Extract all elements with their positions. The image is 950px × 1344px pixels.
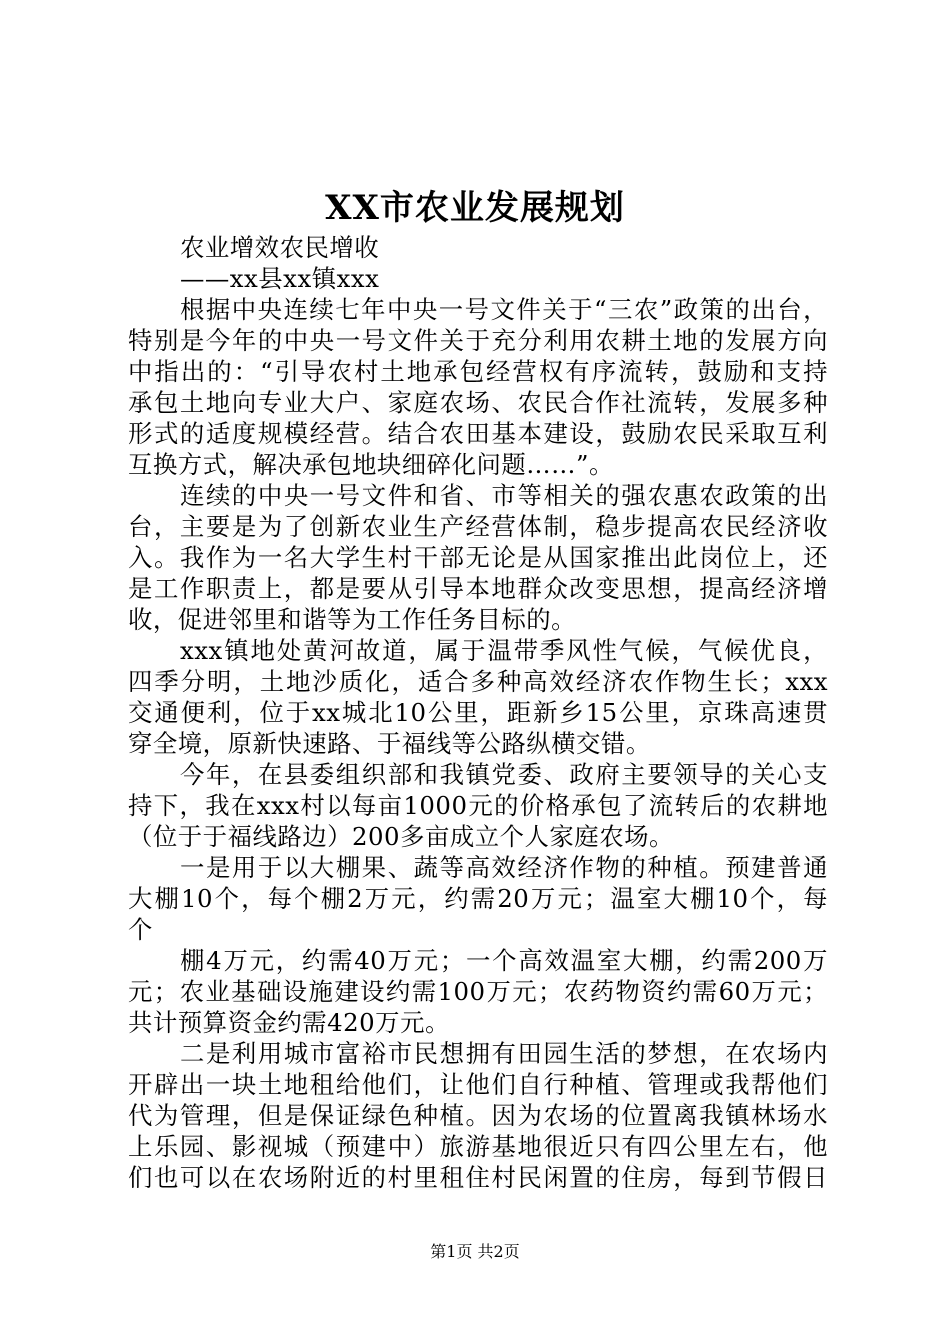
text-line: 棚4万元，约需40万元；一个高效温室大棚，约需200万 xyxy=(180,946,828,975)
document-title: XX市农业发展规划 xyxy=(325,188,625,228)
text-line: 中指出的：“引导农村土地承包经营权有序流转，鼓励和支持 xyxy=(128,357,828,386)
text-line: 是工作职责上，都是要从引导本地群众改变思想，提高经济增 xyxy=(128,574,828,603)
text-line: 入。我作为一名大学生村干部无论是从国家推出此岗位上，还 xyxy=(128,543,828,572)
text-line: ——xx县xx镇xxx xyxy=(180,264,380,293)
text-line: 大棚10个，每个棚2万元，约需20万元；温室大棚10个，每 xyxy=(128,884,828,913)
text-line: 开辟出一块土地租给他们，让他们自行种植、管理或我帮他们 xyxy=(128,1070,828,1099)
text-line: 持下，我在xxx村以每亩1000元的价格承包了流转后的农耕地 xyxy=(128,791,828,820)
text-line: 上乐园、影视城（预建中）旅游基地很近只有四公里左右，他 xyxy=(128,1132,828,1161)
text-line: 元；农业基础设施建设约需100万元；农药物资约需60万元； xyxy=(128,977,828,1006)
text-line: 交通便利，位于xx城北10公里，距新乡15公里，京珠高速贯 xyxy=(128,698,828,727)
text-line: 个 xyxy=(128,915,153,944)
text-line: 四季分明，土地沙质化，适合多种高效经济农作物生长；xxx xyxy=(128,667,828,696)
text-line: 共计预算资金约需420万元。 xyxy=(128,1008,450,1037)
text-line: 特别是今年的中央一号文件关于充分利用农耕土地的发展方向 xyxy=(128,326,828,355)
text-line: （位于于福线路边）200多亩成立个人家庭农场。 xyxy=(128,822,674,851)
text-line: 今年，在县委组织部和我镇党委、政府主要领导的关心支 xyxy=(180,760,828,789)
text-line: 承包土地向专业大户、家庭农场、农民合作社流转，发展多种 xyxy=(128,388,828,417)
text-line: 连续的中央一号文件和省、市等相关的强农惠农政策的出 xyxy=(180,481,828,510)
text-line: 形式的适度规模经营。结合农田基本建设，鼓励农民采取互利 xyxy=(128,419,828,448)
text-line: 穿全境，原新快速路、于福线等公路纵横交错。 xyxy=(128,729,651,758)
text-line: 台，主要是为了创新农业生产经营体制，稳步提高农民经济收 xyxy=(128,512,828,541)
text-line: 互换方式，解决承包地块细碎化问题……”。 xyxy=(128,450,614,479)
text-line: xxx镇地处黄河故道，属于温带季风性气候，气候优良， xyxy=(180,636,828,665)
document-body xyxy=(128,232,828,1193)
text-line: 代为管理，但是保证绿色种植。因为农场的位置离我镇林场水 xyxy=(128,1101,828,1130)
text-line: 农业增效农民增收 xyxy=(180,233,380,262)
text-line: 二是利用城市富裕市民想拥有田园生活的梦想，在农场内 xyxy=(180,1039,828,1068)
text-line: 收，促进邻里和谐等为工作任务目标的。 xyxy=(128,605,577,634)
text-line: 一是用于以大棚果、蔬等高效经济作物的种植。预建普通 xyxy=(180,853,828,882)
page-footer: 第1页 共2页 xyxy=(430,1242,520,1261)
text-line: 们也可以在农场附近的村里租住村民闲置的住房，每到节假日 xyxy=(128,1163,828,1192)
text-line: 根据中央连续七年中央一号文件关于“三农”政策的出台， xyxy=(180,295,828,324)
